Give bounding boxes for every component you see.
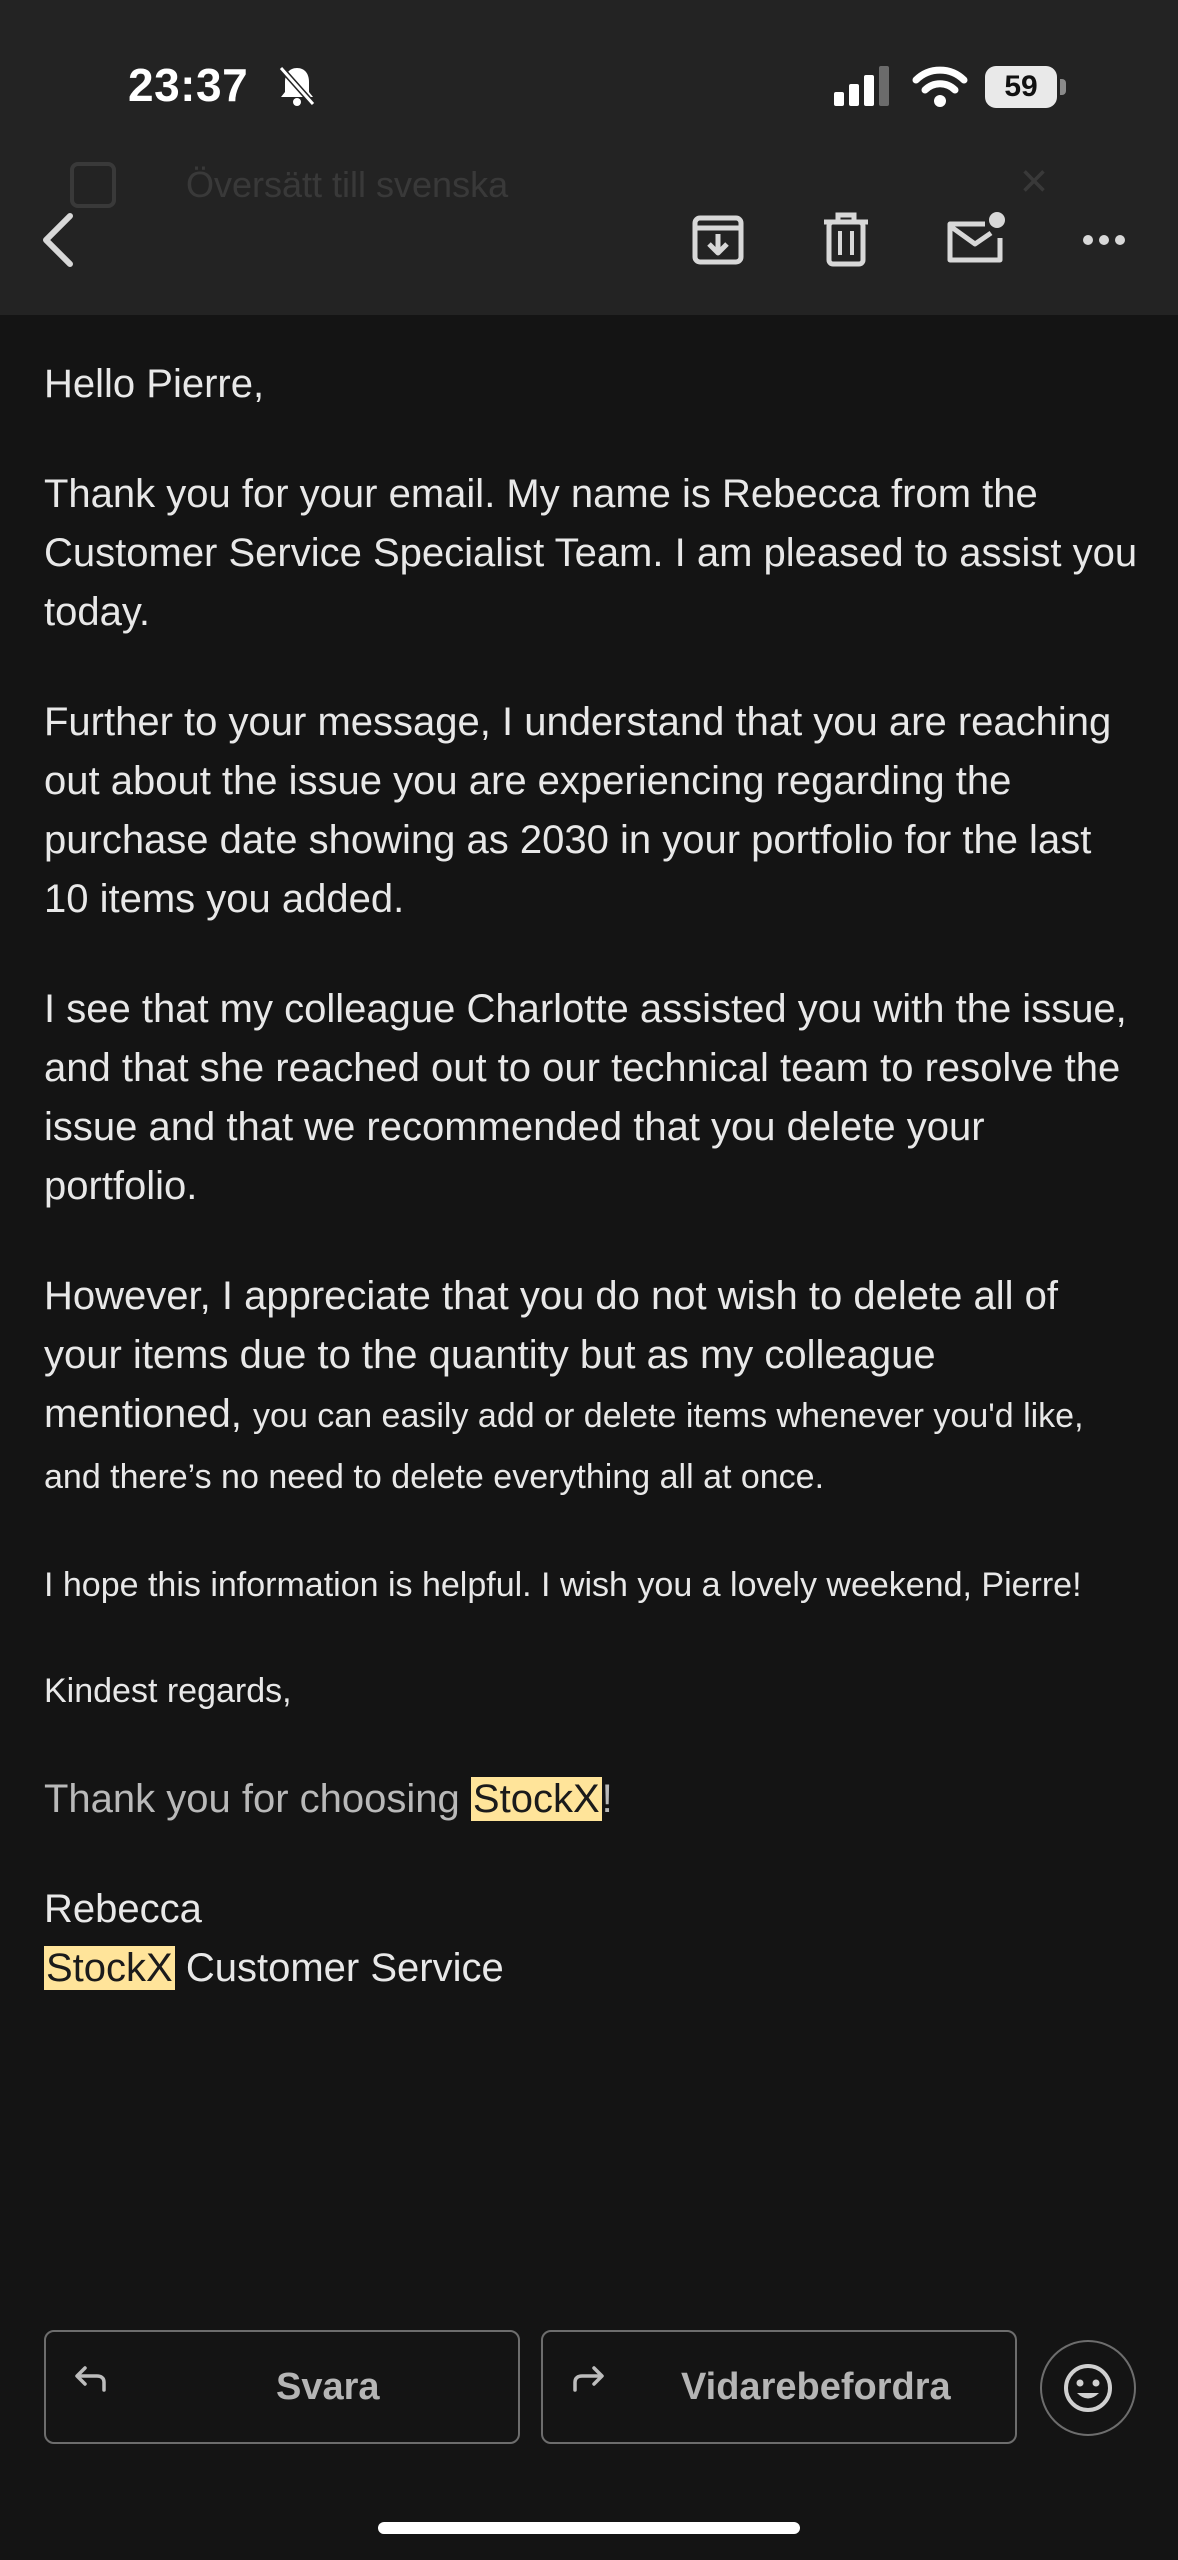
- wifi-icon: [912, 64, 968, 108]
- delete-button[interactable]: [806, 200, 886, 280]
- archive-button[interactable]: [678, 200, 758, 280]
- paragraph-4-small-text: you can easily add or delete items whenever you'd like, and there’s no need to delete everything all at once.: [44, 1397, 1084, 1496]
- status-bar: [0, 0, 1178, 140]
- archive-icon: [678, 200, 758, 280]
- forward-icon: [567, 2360, 609, 2402]
- email-paragraph-2: Further to your message, I understand that you are reaching out about the issue you are experiencing regarding the purchase date showing as 2030 in your portfolio for the last 10 items you added.: [44, 700, 1112, 921]
- signature-dept-text: Customer Service: [174, 1946, 504, 1990]
- more-button[interactable]: [1064, 200, 1144, 280]
- email-paragraph-4: [44, 1267, 1144, 1507]
- reply-label: Svara: [276, 2366, 380, 2408]
- battery-level: 59: [985, 66, 1057, 108]
- reply-icon: [70, 2360, 112, 2402]
- more-horizontal-icon: [1064, 200, 1144, 280]
- translate-text: Översätt till svenska: [186, 164, 509, 205]
- brand-highlight: StockX: [46, 1946, 173, 1990]
- thanks-suffix: !: [601, 1777, 613, 1821]
- forward-label: Vidarebefordra: [681, 2366, 951, 2408]
- status-time: 23:37: [128, 59, 249, 111]
- email-closing: Kindest regards,: [44, 1672, 292, 1710]
- battery-indicator: [985, 66, 1067, 108]
- email-thanks-line: [44, 1770, 1144, 1829]
- email-greeting: Hello Pierre,: [44, 362, 265, 406]
- bell-muted-icon: [277, 64, 317, 108]
- emoji-reaction-icon: [1042, 2342, 1134, 2434]
- paragraph-4-large-text: However, I appreciate that you do not wish to delete all of your items due to the quantity but as my colleague mentioned,: [44, 1274, 1058, 1436]
- chevron-left-icon: [20, 200, 100, 280]
- close-icon: ×: [1020, 155, 1049, 208]
- emoji-reaction-button[interactable]: [1040, 2340, 1136, 2436]
- signature-department: [44, 1939, 1144, 1998]
- email-paragraph-5: I hope this information is helpful. I wish you a lovely weekend, Pierre!: [44, 1566, 1082, 1604]
- mail-unread-icon: [935, 200, 1015, 280]
- thanks-prefix: Thank you for choosing: [44, 1777, 471, 1821]
- reply-button[interactable]: [44, 2330, 520, 2444]
- cellular-signal-icon: [834, 66, 892, 106]
- forward-button[interactable]: [541, 2330, 1017, 2444]
- email-body: [44, 355, 1144, 1998]
- email-paragraph-3: I see that my colleague Charlotte assisted you with the issue, and that she reached out to our technical team to resolve the issue and that we recommended that you delete your portfolio.: [44, 987, 1127, 1208]
- signature-name: Rebecca: [44, 1887, 202, 1931]
- top-bar: [0, 0, 1178, 315]
- mark-unread-button[interactable]: [935, 200, 1015, 280]
- battery-tip: [1060, 79, 1066, 95]
- home-indicator[interactable]: [378, 2522, 800, 2534]
- trash-icon: [806, 200, 886, 280]
- brand-highlight: StockX: [472, 1777, 600, 1821]
- back-button[interactable]: [20, 200, 100, 280]
- email-paragraph-1: Thank you for your email. My name is Rebecca from the Customer Service Specialist Team. I am pleased to assist you today.: [44, 472, 1138, 634]
